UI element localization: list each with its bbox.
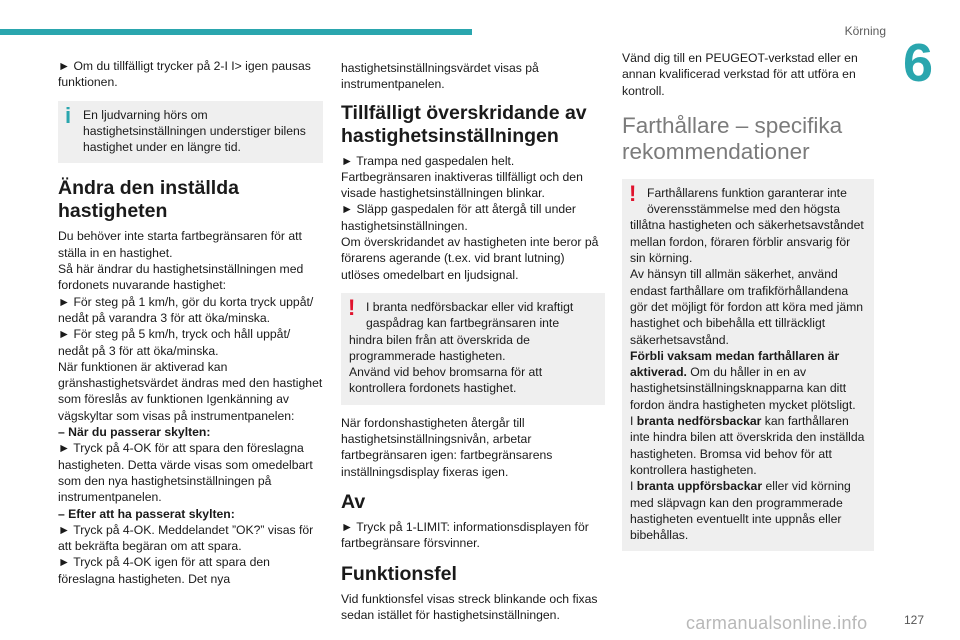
paragraph: Du behöver inte starta fartbegränsaren för att ställa in en hastighet.	[58, 229, 302, 260]
paragraph: ► Tryck på 4-OK igen för att spara den föreslagna hastigheten. Det nya	[58, 555, 270, 586]
paragraph: ► Släpp gaspedalen för att återgå till under hastighetsinställningen.	[341, 202, 576, 233]
note-text: kan farthållaren inte hindra bilen att överskrida den inställda hastigheten. Bromsa vid behov för att kontrollera hastigheten.	[630, 414, 865, 477]
watermark: carmanualsonline.info	[686, 613, 868, 633]
paragraph: Om överskridandet av hastigheten inte beror på förarens agerande (t.ex. vid brant lutning) utlöses omedelbart en ljudsignal.	[341, 235, 599, 282]
paragraph: ► Tryck på 1-LIMIT: informationsdisplayen för fartbegränsare försvinner.	[341, 519, 589, 551]
note-line	[630, 348, 867, 413]
section-title: Körning	[844, 24, 886, 38]
note-line: Använd vid behov bromsarna för att kontrollera fordonets hastighet.	[349, 365, 543, 396]
header-accent-bar	[0, 29, 472, 35]
paragraph: – Efter att ha passerat skylten:	[58, 506, 235, 521]
warning-note	[341, 293, 605, 405]
paragraph: ► För steg på 1 km/h, gör du korta tryck uppåt/ nedåt på varandra 3 för att öka/minska.	[58, 294, 314, 325]
warning-icon: !	[348, 294, 356, 320]
note-line: tillåtna hastigheten och säkerhetsavståndet mellan fordon, föraren förblir ansvarig för sin körning.	[630, 218, 864, 266]
paragraph: Vid funktionsfel visas streck blinkande och fixas sedan istället för hastighetsinställningen.	[341, 591, 598, 622]
paragraph: Vänd dig till en PEUGEOT-verkstad eller en annan kvalificerad verkstad för att utföra en kontroll.	[622, 51, 858, 98]
section-heading: Av	[341, 490, 366, 513]
note-line: överensstämmelse med den högsta	[647, 202, 841, 217]
note-line: En ljudvarning hörs om	[83, 107, 208, 122]
warning-icon: !	[629, 180, 637, 206]
note-bold-text: branta nedförsbackar	[636, 414, 762, 429]
section-heading: Funktionsfel	[341, 562, 457, 585]
note-line: Farthållarens funktion garanterar inte	[647, 185, 847, 200]
paragraph: ► Tryck på 4-OK. Meddelandet ”OK?” visas för att bekräfta begäran om att spara.	[58, 522, 314, 554]
section-heading: Farthållare – specifika rekommendationer	[622, 112, 843, 164]
warning-note	[622, 179, 874, 552]
column-1	[58, 58, 323, 587]
note-text: I	[630, 414, 637, 429]
note-text: Om du håller in en av hastighetsinställningsknapparna kan ditt fordon ändra hastigheten mycket plötsligt.	[630, 365, 856, 412]
note-text: eller vid körning med släpvagn kan den programmerade hastigheten eventuellt inte uppnås eller bibehållas.	[630, 479, 851, 543]
paragraph: hastighetsinställningsvärdet visas på instrumentpanelen.	[341, 61, 539, 92]
note-line: Av hänsyn till allmän säkerhet, använd endast farthållare om trafikförhållandena gör det möjligt för fordon att köra med jämn hastighet och bibehålla ett tillräckligt säkerhetsavstånd.	[630, 267, 864, 347]
note-line: hindra bilen från att överskrida de programmerade hastigheten.	[349, 332, 530, 363]
note-line	[630, 478, 867, 543]
section-heading: Ändra den inställda hastigheten	[58, 177, 239, 223]
column-2	[341, 60, 605, 623]
note-text: I	[630, 479, 637, 494]
note-bold-text: Förbli vaksam medan farthållaren är aktiverad.	[630, 348, 840, 380]
paragraph: – När du passerar skylten:	[58, 425, 211, 440]
paragraph: ► Om du tillfälligt trycker på 2-I I> igen pausas funktionen.	[58, 59, 311, 90]
note-line: hastighetsinställningen understiger bilens hastighet under en längre tid.	[83, 123, 306, 155]
paragraph: När fordonshastigheten återgår till hastighetsinställningsnivån, arbetar fartbegränsaren igen: fartbegränsarens inställningsdisplay fixeras igen.	[341, 415, 553, 479]
chapter-number: 6	[903, 33, 934, 93]
info-note	[58, 101, 323, 164]
info-icon: i	[65, 102, 72, 128]
note-bold-text: branta uppförsbackar	[636, 479, 763, 494]
section-heading: Tillfälligt överskridande av hastighetsinställningen	[341, 101, 587, 147]
paragraph: Fartbegränsaren inaktiveras tillfälligt och den visade hastighetsinställningen blinkar.	[341, 169, 583, 201]
paragraph: ► Trampa ned gaspedalen helt.	[341, 153, 515, 168]
paragraph: När funktionen är aktiverad kan gränshastighetsvärdet ändras med den hastighet som föreslås av funktionen Igenkänning av vägskyltar som visas på instrumentpanelen:	[58, 359, 323, 423]
paragraph: Så här ändrar du hastighetsinställningen med fordonets nuvarande hastighet:	[58, 262, 304, 293]
column-3	[622, 50, 874, 551]
note-line	[630, 413, 867, 478]
paragraph: ► För steg på 5 km/h, tryck och håll uppåt/ nedåt på 3 för att öka/minska.	[58, 327, 291, 358]
paragraph: ► Tryck på 4-OK för att spara den föreslagna hastigheten. Detta värde visas som omedelbart som den nya hastighetsinställningen på instrumentpanelen.	[58, 441, 313, 505]
page-number: 127	[904, 613, 925, 627]
note-line: I branta nedförsbackar eller vid kraftigt	[366, 299, 574, 314]
note-line: gaspådrag kan fartbegränsaren inte	[366, 316, 560, 331]
